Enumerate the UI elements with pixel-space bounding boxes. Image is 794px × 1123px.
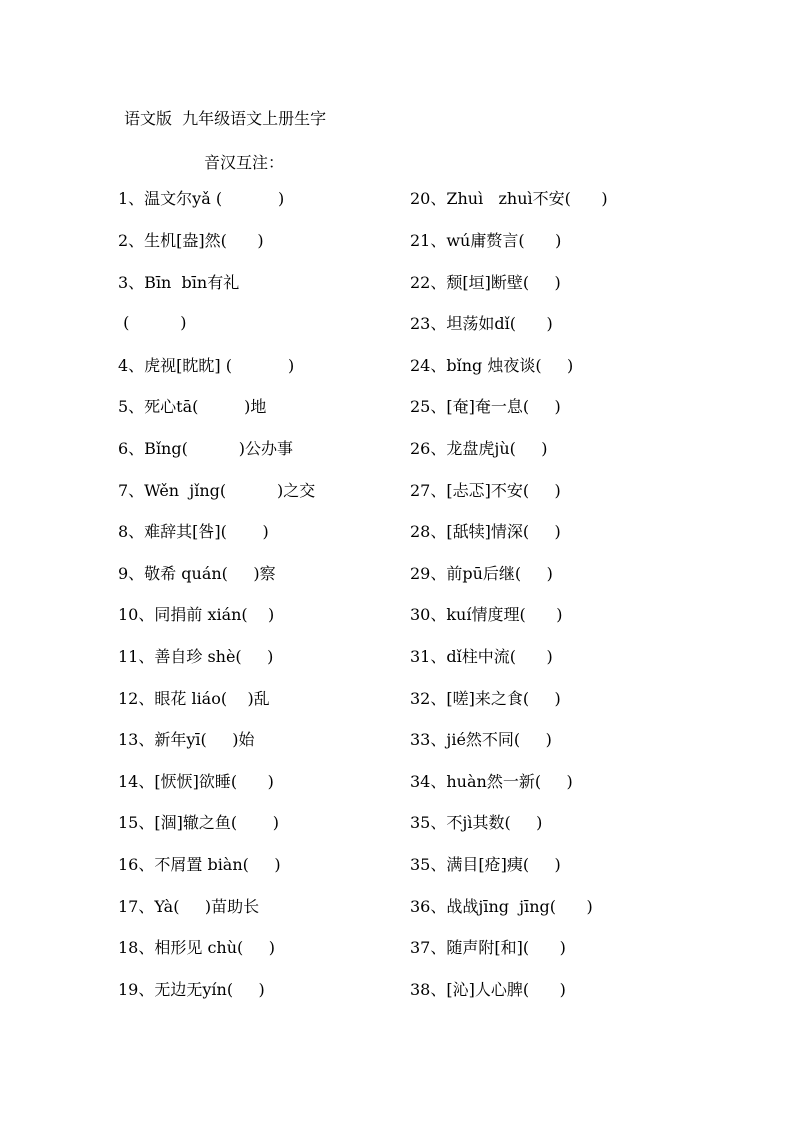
list-item: 32、[嗟]来之食( ) <box>410 689 561 708</box>
list-item: 13、新年yī( )始 <box>118 730 255 749</box>
list-item: 17、Yà( )苗助长 <box>118 897 260 916</box>
list-item: ( ) <box>118 313 187 332</box>
list-item: 36、战战jīng jīng( ) <box>410 897 593 916</box>
list-item: 25、[奄]奄一息( ) <box>410 397 561 416</box>
section-subtitle: 音汉互注： <box>204 153 285 172</box>
list-item: 8、难辞其[咎]( ) <box>118 522 269 541</box>
list-item: 37、随声附[和]( ) <box>410 938 566 957</box>
list-item: 28、[舐犊]情深( ) <box>410 522 561 541</box>
list-item: 26、龙盘虎jù( ) <box>410 439 548 458</box>
list-item: 6、Bǐng( )公办事 <box>118 439 293 458</box>
list-item: 35、不jì其数( ) <box>410 813 543 832</box>
list-item: 31、dǐ柱中流( ) <box>410 647 553 666</box>
list-item: 9、敬希 quán( )察 <box>118 564 276 583</box>
list-item: 22、颓[垣]断壁( ) <box>410 273 561 292</box>
list-item: 3、Bīn bīn有礼 <box>118 273 240 292</box>
list-item: 27、[忐忑]不安( ) <box>410 481 561 500</box>
list-item: 1、温文尔yǎ ( ) <box>118 189 285 208</box>
page-title: 语文版 九年级语文上册生字 <box>124 109 327 128</box>
list-item: 23、坦荡如dǐ( ) <box>410 314 553 333</box>
list-item: 2、生机[盎]然( ) <box>118 231 264 250</box>
list-item: 33、jié然不同( ) <box>410 730 552 749</box>
list-item: 29、前pū后继( ) <box>410 564 553 583</box>
list-item: 19、无边无yín( ) <box>118 980 265 999</box>
list-item: 20、Zhuì zhuì不安( ) <box>410 189 608 208</box>
list-item: 10、同捐前 xián( ) <box>118 605 275 624</box>
list-item: 16、不屑置 biàn( ) <box>118 855 281 874</box>
list-item: 14、[恹恹]欲睡( ) <box>118 772 274 791</box>
list-item: 21、wú庸赘言( ) <box>410 231 562 250</box>
list-item: 15、[涸]辙之鱼( ) <box>118 813 279 832</box>
list-item: 24、bǐng 烛夜谈( ) <box>410 356 574 375</box>
list-item: 11、善自珍 shè( ) <box>118 647 274 666</box>
list-item: 34、huàn然一新( ) <box>410 772 573 791</box>
list-item: 4、虎视[眈眈] ( ) <box>118 356 295 375</box>
list-item: 12、眼花 liáo( )乱 <box>118 689 270 708</box>
list-item: 5、死心tā( )地 <box>118 397 267 416</box>
list-item: 30、kuí情度理( ) <box>410 605 563 624</box>
list-item: 18、相形见 chù( ) <box>118 938 275 957</box>
list-item: 7、Wěn jǐng( )之交 <box>118 481 316 500</box>
list-item: 38、[沁]人心脾( ) <box>410 980 566 999</box>
list-item: 35、满目[疮]痍( ) <box>410 855 561 874</box>
